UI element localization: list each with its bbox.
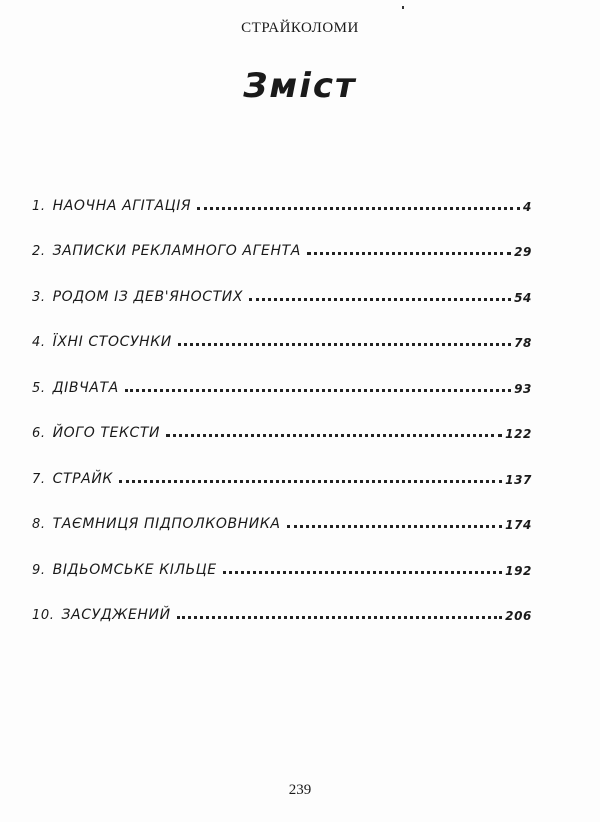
toc-entry[interactable] xyxy=(32,305,532,351)
toc-entry-title: ТАЄМНИЦЯ ПІДПОЛКОВНИКА xyxy=(52,516,281,532)
running-head: СТРАЙКОЛОМИ xyxy=(241,20,359,36)
toc-entry-title: ЙОГО ТЕКСТИ xyxy=(52,425,161,441)
toc-entry-page: 54 xyxy=(514,290,532,305)
toc-entry-page: 122 xyxy=(505,427,532,441)
toc-entry-title: ЗАСУДЖЕНИЙ xyxy=(61,607,171,623)
dot-leader xyxy=(178,343,511,346)
dot-leader xyxy=(287,525,503,528)
toc-entry-page: 29 xyxy=(514,245,532,259)
dot-leader xyxy=(249,298,511,301)
toc-entry-title: ЗАПИСКИ РЕКЛАМНОГО АГЕНТА xyxy=(52,243,301,259)
toc-entry[interactable] xyxy=(32,532,532,578)
toc-entry-number: 3. xyxy=(32,289,46,305)
toc-entry-title: НАОЧНА АГІТАЦІЯ xyxy=(52,197,192,214)
dot-leader xyxy=(119,480,502,483)
toc-entry-page: 78 xyxy=(514,336,532,350)
toc-entry-title: ЇХНІ СТОСУНКИ xyxy=(52,334,172,350)
toc-entry-title: ДІВЧАТА xyxy=(52,379,119,396)
toc-entry-number: 9. xyxy=(32,562,46,578)
toc-entry-number: 4. xyxy=(32,335,46,350)
page-number: 239 xyxy=(288,782,312,798)
toc-entry[interactable] xyxy=(32,168,532,214)
dot-leader xyxy=(177,616,502,619)
toc-entry-number: 5. xyxy=(32,380,46,396)
toc-entry-number: 8. xyxy=(32,517,46,532)
toc-entry-page: 174 xyxy=(505,518,532,532)
toc-entry[interactable] xyxy=(32,441,532,487)
toc-entry-title: ВІДЬОМСЬКЕ КІЛЬЦЕ xyxy=(52,561,217,578)
dot-leader xyxy=(307,252,511,255)
page-title: Зміст xyxy=(243,66,357,106)
dot-leader xyxy=(197,207,520,210)
toc-entry[interactable] xyxy=(32,578,532,624)
toc-entry[interactable] xyxy=(32,259,532,305)
toc-entry-title: РОДОМ ІЗ ДЕВ'ЯНОСТИХ xyxy=(52,288,244,305)
toc-entry-title: СТРАЙК xyxy=(52,470,113,487)
toc-entry-number: 10. xyxy=(32,608,55,623)
toc-entry[interactable] xyxy=(32,396,532,442)
toc-entry-number: 2. xyxy=(32,244,46,259)
toc-entry[interactable] xyxy=(32,487,532,533)
toc-entry-number: 7. xyxy=(32,471,46,487)
toc-entry[interactable] xyxy=(32,350,532,396)
toc-entry-page: 4 xyxy=(523,199,532,214)
print-speck xyxy=(402,6,404,9)
toc-entry-page: 206 xyxy=(505,609,532,623)
dot-leader xyxy=(125,389,511,392)
dot-leader xyxy=(166,434,502,437)
toc-entry-number: 6. xyxy=(32,426,46,441)
toc-entry-number: 1. xyxy=(32,198,46,214)
toc-entry-page: 137 xyxy=(505,472,532,487)
toc-entry-page: 192 xyxy=(505,563,532,578)
table-of-contents xyxy=(32,168,532,623)
toc-entry-page: 93 xyxy=(514,381,532,396)
dot-leader xyxy=(223,571,502,574)
toc-entry[interactable] xyxy=(32,214,532,260)
